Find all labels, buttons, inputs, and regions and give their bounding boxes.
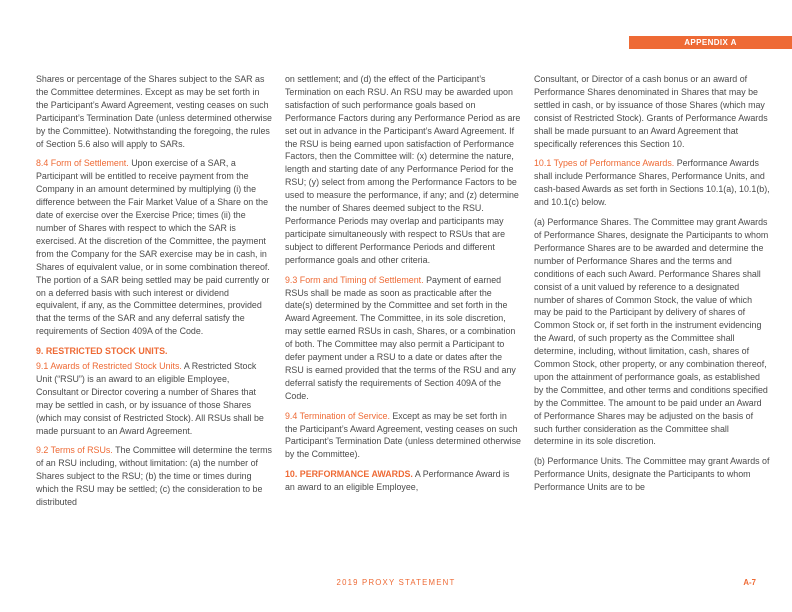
appendix-label: APPENDIX A <box>629 36 792 49</box>
paragraph <box>534 157 770 209</box>
paragraph <box>534 216 770 448</box>
paragraph-lead: 9.2 Terms of RSUs. <box>36 445 113 456</box>
section-heading: 9. RESTRICTED STOCK UNITS. <box>36 346 168 357</box>
paragraph-text: A Performance Award is an award to an eligible Employee, <box>285 469 510 493</box>
paragraph <box>285 468 521 494</box>
paragraph-text: (a) Performance Shares. The Committee may grant Awards of Performance Shares, designate the Participants to whom Performance Shares are to be awarded and determine the number of Performance Shares and the terms and conditions of each such Award. Performance Shares shall consist of a unit valued by reference to a designated number of shares of Common Stock, the value of which may be paid to the Participant by delivery of shares of Common Stock or, if set forth in the instrument evidencing the Award, of such property as the Committee shall determine, including, without limitation, cash, shares of Common Stock, other property, or any combination thereof, upon the attainment of performance goals, as established by the Committee, and other terms and conditions specified by the Committee. The amount to be paid under an Award of Performance Shares may be adjusted on the basis of such further consideration as the Committee shall determine in its sole discretion. <box>534 217 769 447</box>
text-column-3 <box>534 73 770 501</box>
paragraph-lead: 9.4 Termination of Service. <box>285 410 390 421</box>
paragraph-lead: 10.1 Types of Performance Awards. <box>534 158 675 169</box>
paragraph <box>534 73 770 150</box>
paragraph-text: Upon exercise of a SAR, a Participant will be entitled to receive payment from the Company in an amount determined by multiplying (i) the difference between the Fair Market Value of a Share on the date of exercise over the Exercise Price; times (ii) the number of Shares with respect to which the SAR is exercised. At the discretion of the Committee, the payment from the Company for the SAR exercise may be in cash, in Shares of equivalent value, or in some combination thereof. The portion of a SAR being settled may be paid currently or on a deferred basis with such interest or dividend equivalent, if any, as the Committee determines, provided that the terms of the SAR and any deferral satisfy the requirements of Section 409A of the Code. <box>36 158 270 337</box>
text-column-2 <box>285 73 521 501</box>
paragraph-lead: 8.4 Form of Settlement. <box>36 158 129 169</box>
paragraph-text: The Committee will determine the terms of an RSU including, without limitation: (a) the number of Shares subject to the RSU; (b) the time or times during which the RSU may be settled; (c) the consideration to be distributed <box>36 445 272 508</box>
paragraph-lead: 9.3 Form and Timing of Settlement. <box>285 274 424 285</box>
text-column-1 <box>36 73 272 516</box>
section-heading: 10. PERFORMANCE AWARDS. <box>285 469 413 480</box>
paragraph-text: A Restricted Stock Unit (“RSU”) is an award to an eligible Employee, Consultant or Director covering a number of Shares that may be settled in cash, or by issuance of those Shares (which may consist of Restricted Stock). All RSUs shall be made pursuant to an Award Agreement. <box>36 361 264 436</box>
page-number: A-7 <box>743 578 756 587</box>
paragraph-text: Payment of earned RSUs shall be made as soon as practicable after the date(s) determined by the Committee and set forth in the Award Agreement. The Committee, in its sole discretion, may settle earned RSUs in cash, Shares, or a combination of both. The Committee may also permit a Participant to defer payment under a RSU to a date or dates after the RSU is earned provided that the terms of the RSU and any deferral satisfy the requirements of Section 409A of the Code. <box>285 274 516 401</box>
paragraph-text: Performance Awards shall include Performance Shares, Performance Units, and cash-based Awards as set forth in Sections 10.1(a), 10.1(b), and 10.1(c) below. <box>534 158 770 208</box>
paragraph-text: Consultant, or Director of a cash bonus or an award of Performance Shares denominated in Shares that may be settled in cash, or by issuance of those Shares (which may consist of Restricted Stock). Grants of Performance Awards shall be made pursuant to an Award Agreement that specifically references this Section 10. <box>534 74 768 149</box>
paragraph <box>285 73 521 267</box>
paragraph <box>36 157 272 338</box>
paragraph-text: on settlement; and (d) the effect of the Participant’s Termination on each RSU. An RSU may be awarded upon satisfaction of such performance goals based on Performance Factors during any Performance Period as are set out in advance in the Participant’s Award Agreement. If the RSU is being earned upon satisfaction of Performance Factors, then the Committee will: (x) determine the nature, length and starting date of any Performance Period for the RSU; (y) select from among the Performance Factors to be used to measure the performance, if any; and (z) determine the number of Shares deemed subject to the RSU. Performance Periods may overlap and participants may participate simultaneously with respect to RSUs that are subject to different Performance Periods and different performance goals and other criteria. <box>285 74 521 265</box>
paragraph <box>285 410 521 462</box>
paragraph <box>534 455 770 494</box>
footer-title: 2019 PROXY STATEMENT <box>336 578 456 587</box>
paragraph-lead: 9.1 Awards of Restricted Stock Units. <box>36 361 182 372</box>
paragraph <box>36 73 272 150</box>
paragraph-text: (b) Performance Units. The Committee may grant Awards of Performance Units, designate the Participants to whom Performance Units are to be <box>534 456 770 493</box>
paragraph-text: Except as may be set forth in the Participant’s Award Agreement, vesting ceases on such Participant’s Termination Date (unless determined otherwise by the Committee). <box>285 410 521 460</box>
paragraph <box>36 345 272 437</box>
paragraph-text: Shares or percentage of the Shares subject to the SAR as the Committee determines. Except as may be set forth in the Participant’s Award Agreement, vesting ceases on such Participant’s Termination Date (unless determined otherwise by the Committee). Notwithstanding the foregoing, the rules of Section 5.6 also will apply to SARs. <box>36 74 272 149</box>
paragraph <box>285 274 521 403</box>
paragraph <box>36 444 272 509</box>
